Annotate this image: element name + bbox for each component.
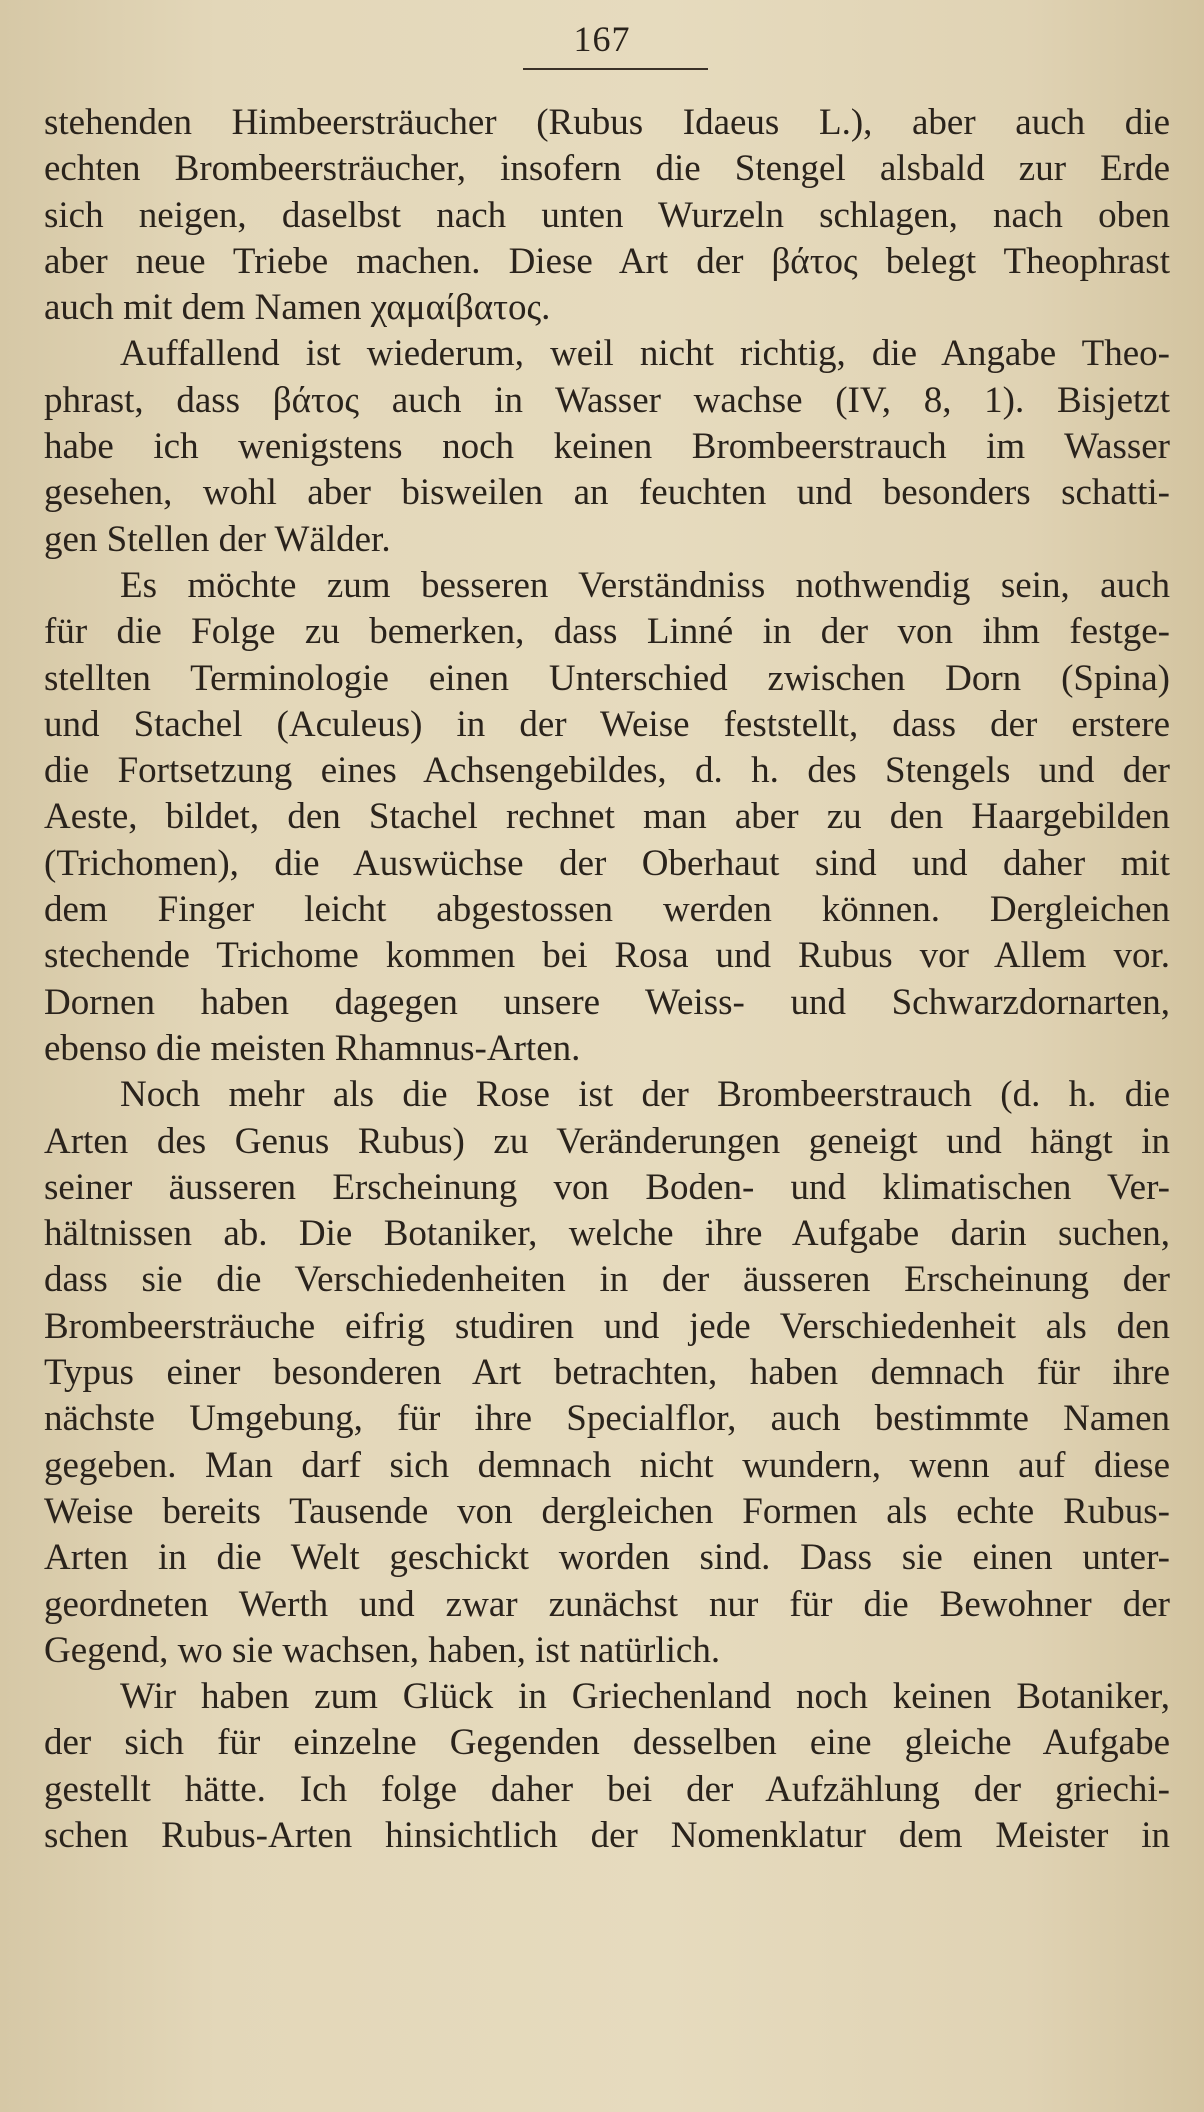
text-line: Gegend, wo sie wachsen, haben, ist natürlich. [44, 1629, 721, 1671]
text-line: gestellt hätte. Ich folge daher bei der Aufzählung der griechi- [44, 1768, 1170, 1810]
text-line: und Stachel (Aculeus) in der Weise feststellt, dass der erstere [44, 703, 1170, 745]
text-line: ebenso die meisten Rhamnus-Arten. [44, 1027, 581, 1069]
text-line: Arten des Genus Rubus) zu Veränderungen geneigt und hängt in [44, 1120, 1170, 1162]
text-line: auch mit dem Namen χαμαίβατος. [44, 287, 551, 329]
text-line: Noch mehr als die Rose ist der Brombeerstrauch (d. h. die [120, 1074, 1170, 1116]
text-line: Wir haben zum Glück in Griechenland noch keinen Botaniker, [120, 1676, 1170, 1718]
text-line: Aeste, bildet, den Stachel rechnet man aber zu den Haargebilden [44, 796, 1170, 838]
text-line: stehenden Himbeersträucher (Rubus Idaeus L.), aber auch die [44, 102, 1170, 143]
text-line: gen Stellen der Wälder. [44, 518, 391, 560]
text-line: Weise bereits Tausende von dergleichen Formen als echte Rubus- [44, 1490, 1170, 1532]
text-line: dem Finger leicht abgestossen werden können. Dergleichen [44, 889, 1170, 931]
text-line: seiner äusseren Erscheinung von Boden- und klimatischen Ver- [44, 1166, 1170, 1208]
text-line: Es möchte zum besseren Verständniss nothwendig sein, auch [120, 564, 1170, 606]
text-line: stellten Terminologie einen Unterschied zwischen Dorn (Spina) [44, 657, 1170, 699]
page-number-rule [523, 68, 708, 70]
text-line: sich neigen, daselbst nach unten Wurzeln schlagen, nach oben [44, 194, 1170, 236]
text-line: Brombeersträuche eifrig studiren und jede Verschiedenheit als den [44, 1305, 1170, 1347]
text-line: geordneten Werth und zwar zunächst nur für die Bewohner der [44, 1583, 1170, 1625]
body-text [44, 100, 1170, 1859]
page-number: 167 [573, 19, 631, 59]
text-line: für die Folge zu bemerken, dass Linné in der von ihm festge- [44, 611, 1170, 653]
text-line: gegeben. Man darf sich demnach nicht wundern, wenn auf diese [44, 1444, 1170, 1486]
text-line: nächste Umgebung, für ihre Specialflor, auch bestimmte Namen [44, 1398, 1170, 1440]
text-line: hältnissen ab. Die Botaniker, welche ihre Aufgabe darin suchen, [44, 1213, 1170, 1255]
text-line: der sich für einzelne Gegenden desselben eine gleiche Aufgabe [44, 1722, 1170, 1764]
text-line: aber neue Triebe machen. Diese Art der βάτος belegt Theophrast [44, 240, 1170, 282]
text-line: phrast, dass βάτος auch in Wasser wachse (IV, 8, 1). Bisjetzt [44, 379, 1170, 421]
text-line: schen Rubus-Arten hinsichtlich der Nomenklatur dem Meister in [44, 1814, 1170, 1856]
text-line: Auffallend ist wiederum, weil nicht richtig, die Angabe Theo- [120, 333, 1170, 375]
text-line: Dornen haben dagegen unsere Weiss- und Schwarzdornarten, [44, 981, 1170, 1023]
text-line: echten Brombeersträucher, insofern die Stengel alsbald zur Erde [44, 148, 1170, 190]
text-line: gesehen, wohl aber bisweilen an feuchten und besonders schatti- [44, 472, 1170, 514]
text-line: Typus einer besonderen Art betrachten, haben demnach für ihre [44, 1352, 1170, 1394]
text-line: habe ich wenigstens noch keinen Brombeerstrauch im Wasser [44, 426, 1170, 468]
text-line: (Trichomen), die Auswüchse der Oberhaut sind und daher mit [44, 842, 1170, 884]
text-line: stechende Trichome kommen bei Rosa und Rubus vor Allem vor. [44, 935, 1170, 977]
text-line: die Fortsetzung eines Achsengebildes, d. h. des Stengels und der [44, 750, 1170, 792]
text-line: Arten in die Welt geschickt worden sind. Dass sie einen unter- [44, 1537, 1170, 1579]
text-line: dass sie die Verschiedenheiten in der äusseren Erscheinung der [44, 1259, 1170, 1301]
